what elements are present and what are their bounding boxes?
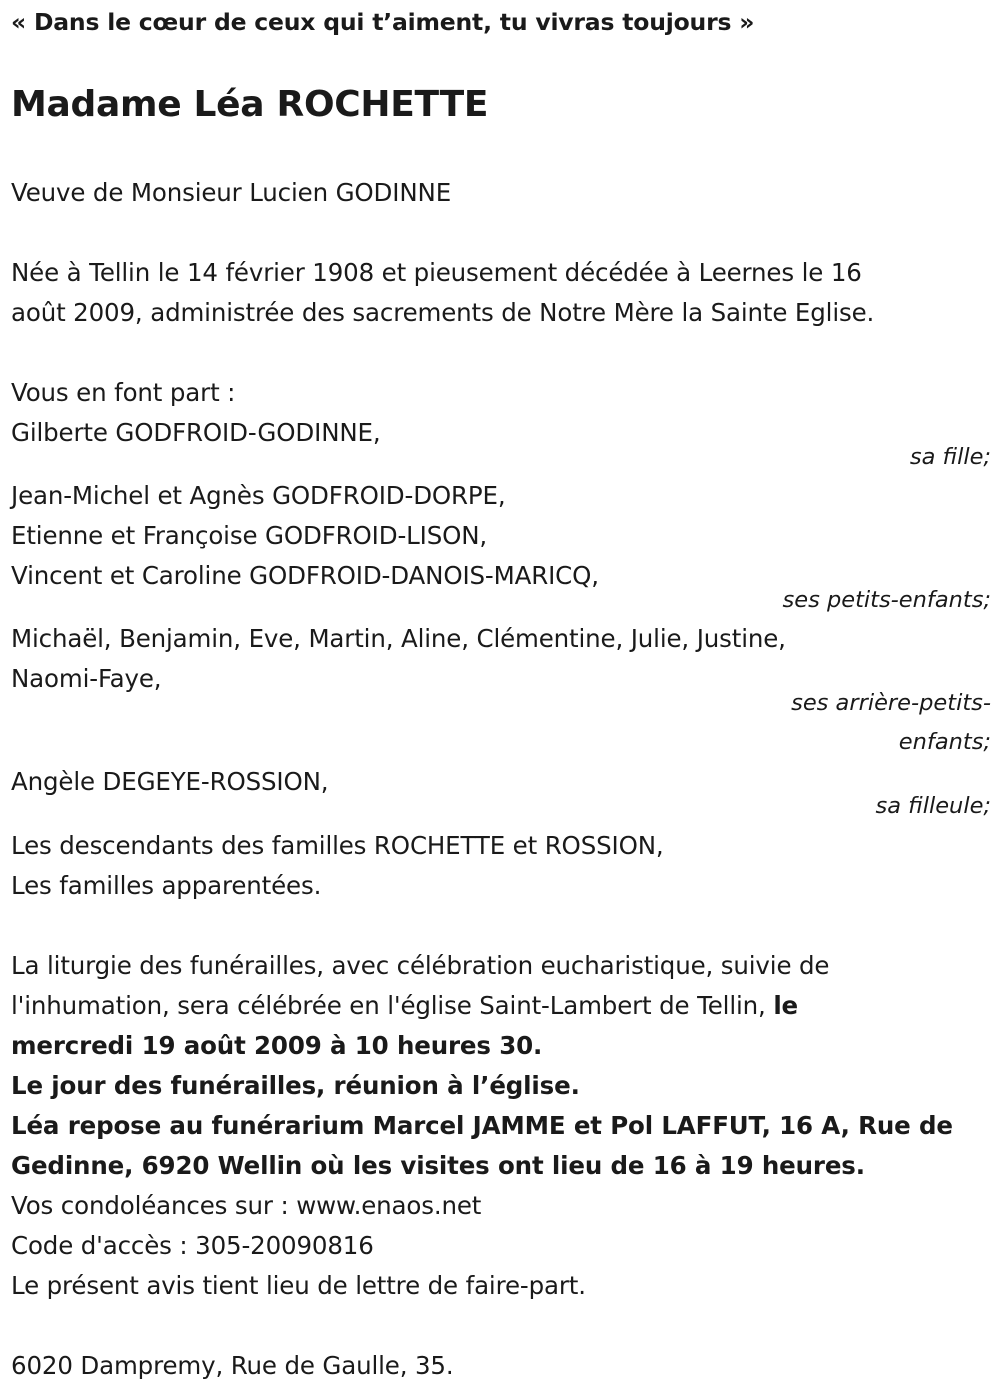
epitaph-quote: « Dans le cœur de ceux qui t’aiment, tu vivras toujours »	[11, 8, 755, 36]
great-grandchildren-relation-2: enfants;	[898, 729, 991, 755]
funeral-home-line-2: Gedinne, 6920 Wellin où les visites ont lieu de 16 à 19 heures.	[11, 1151, 865, 1180]
condolences-line: Vos condoléances sur : www.enaos.net	[11, 1191, 482, 1220]
birth-death-line-1: Née à Tellin le 14 février 1908 et pieusement décédée à Leernes le 16	[11, 258, 862, 287]
deceased-name: Madame Léa ROCHETTE	[11, 84, 489, 125]
great-grandchildren-line-1: Michaël, Benjamin, Eve, Martin, Aline, Clémentine, Julie, Justine,	[11, 624, 786, 653]
funeral-line-1: La liturgie des funérailles, avec célébration eucharistique, suivie de	[11, 951, 830, 980]
goddaughter-relation: sa filleule;	[875, 793, 991, 819]
grandchild-line-2: Etienne et Françoise GODFROID-LISON,	[11, 521, 488, 550]
grandchild-line-3: Vincent et Caroline GODFROID-DANOIS-MARICQ,	[11, 561, 599, 590]
access-code-line: Code d'accès : 305-20090816	[11, 1231, 374, 1260]
grandchild-line-1: Jean-Michel et Agnès GODFROID-DORPE,	[11, 481, 506, 510]
daughter-name: Gilberte GODFROID-GODINNE,	[11, 418, 381, 447]
announce-line: Vous en font part :	[11, 378, 236, 407]
descendants-line: Les descendants des familles ROCHETTE et ROSSION,	[11, 831, 664, 860]
funeral-line-2	[11, 986, 798, 1026]
grandchildren-relation: ses petits-enfants;	[782, 587, 991, 613]
funeral-line-2-text: l'inhumation, sera célébrée en l'église Saint-Lambert de Tellin,	[11, 991, 774, 1020]
meeting-line: Le jour des funérailles, réunion à l’église.	[11, 1071, 580, 1100]
great-grandchildren-line-2: Naomi-Faye,	[11, 664, 162, 693]
notice-line: Le présent avis tient lieu de lettre de faire-part.	[11, 1271, 586, 1300]
birth-death-line-2: août 2009, administrée des sacrements de Notre Mère la Sainte Eglise.	[11, 298, 875, 327]
address-line: 6020 Dampremy, Rue de Gaulle, 35.	[11, 1351, 454, 1380]
great-grandchildren-relation-1: ses arrière-petits-	[791, 690, 991, 716]
funeral-home-line-1: Léa repose au funérarium Marcel JAMME et Pol LAFFUT, 16 A, Rue de	[11, 1111, 953, 1140]
daughter-relation: sa fille;	[909, 444, 991, 470]
related-families-line: Les familles apparentées.	[11, 871, 322, 900]
funeral-date-line: mercredi 19 août 2009 à 10 heures 30.	[11, 1031, 543, 1060]
goddaughter-name: Angèle DEGEYE-ROSSION,	[11, 767, 329, 796]
funeral-line-2-bold: le	[773, 991, 799, 1020]
widow-of-line: Veuve de Monsieur Lucien GODINNE	[11, 178, 452, 207]
